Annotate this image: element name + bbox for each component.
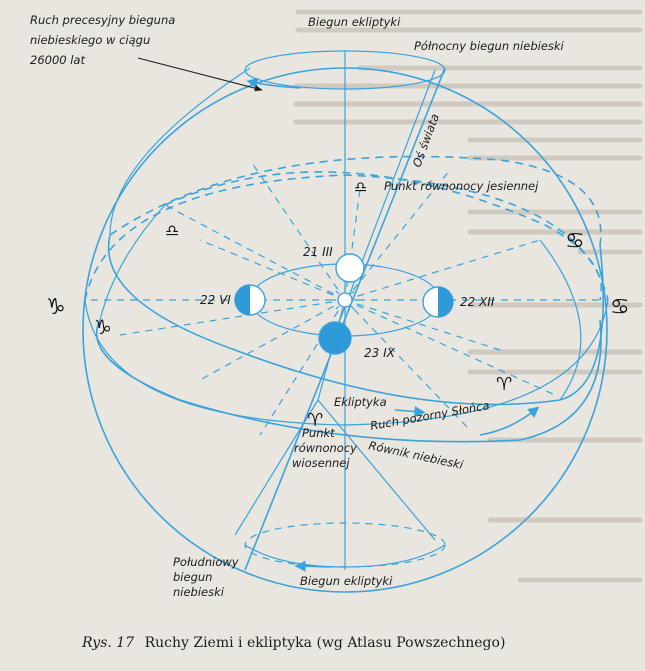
spring-equinox-label-2: równonocy [294, 441, 357, 455]
celestial-equator-label: Równik niebieski [367, 438, 465, 472]
capricorn-lower-left-symbol: ♑ [94, 315, 112, 339]
capricorn-left-symbol: ♑ [46, 295, 66, 320]
precession-direction-arrow [252, 82, 300, 88]
celestial-equator-back [110, 157, 601, 245]
world-axis-label: Oś świata [409, 111, 442, 170]
aries-lower-right-symbol: ♈ [496, 374, 513, 395]
date-23-ix-label: 23 IX [364, 346, 395, 360]
earth-23-ix [319, 322, 351, 354]
earth-21-iii [336, 254, 364, 282]
cancer-right-symbol: ♋ [610, 295, 630, 320]
date-22-vi-label: 22 VI [200, 293, 231, 307]
earth-22-xii [423, 287, 453, 317]
precession-pointer [138, 58, 262, 90]
ecliptic-pole-bottom-label: Biegun ekliptyki [300, 574, 393, 588]
figure-caption [81, 635, 505, 651]
north-celestial-pole-label: Północny biegun niebieski [414, 39, 564, 53]
ecliptic-label: Ekliptyka [334, 395, 387, 409]
spring-equinox-label-3: wiosennej [292, 456, 350, 470]
sun-motion-label: Ruch pozorny Słońca [369, 398, 491, 433]
south-celestial-pole-label-1: Południowy [173, 555, 239, 569]
bottom-arrow [300, 566, 330, 567]
precession-label-line2: niebieskiego w ciągu [30, 33, 151, 47]
libra-upper-symbol: ♎ [354, 178, 368, 196]
figure-caption-text: Ruchy Ziemi i ekliptyka (wg Atlasu Powszechnego) [144, 635, 506, 651]
autumn-equinox-label: Punkt równonocy jesiennej [384, 179, 539, 193]
south-celestial-pole-label-2: biegun [173, 570, 213, 584]
precession-label-line3: 26000 lat [30, 53, 85, 67]
earth-22-vi [235, 285, 265, 315]
sun-icon [332, 287, 358, 313]
figure-caption-prefix: Rys. 17 [82, 635, 135, 651]
spring-equinox-label-1: Punkt [302, 426, 335, 440]
upper-meridian-arc [110, 68, 250, 235]
sun-motion-arrow [480, 410, 535, 435]
date-21-iii-label: 21 III [303, 245, 333, 259]
left-outer-arc [100, 205, 165, 320]
precession-label-line1: Ruch precesyjny bieguna [30, 13, 176, 27]
aries-bottom-symbol: ♈ [307, 410, 324, 431]
date-22-xii-label: 22 XII [460, 295, 495, 309]
libra-left-symbol: ♎ [165, 221, 180, 240]
ecliptic-pole-top-label: Biegun ekliptyki [308, 15, 401, 29]
south-celestial-pole-label-3: niebieski [173, 585, 224, 599]
cancer-upper-right-symbol: ♋ [565, 229, 585, 254]
